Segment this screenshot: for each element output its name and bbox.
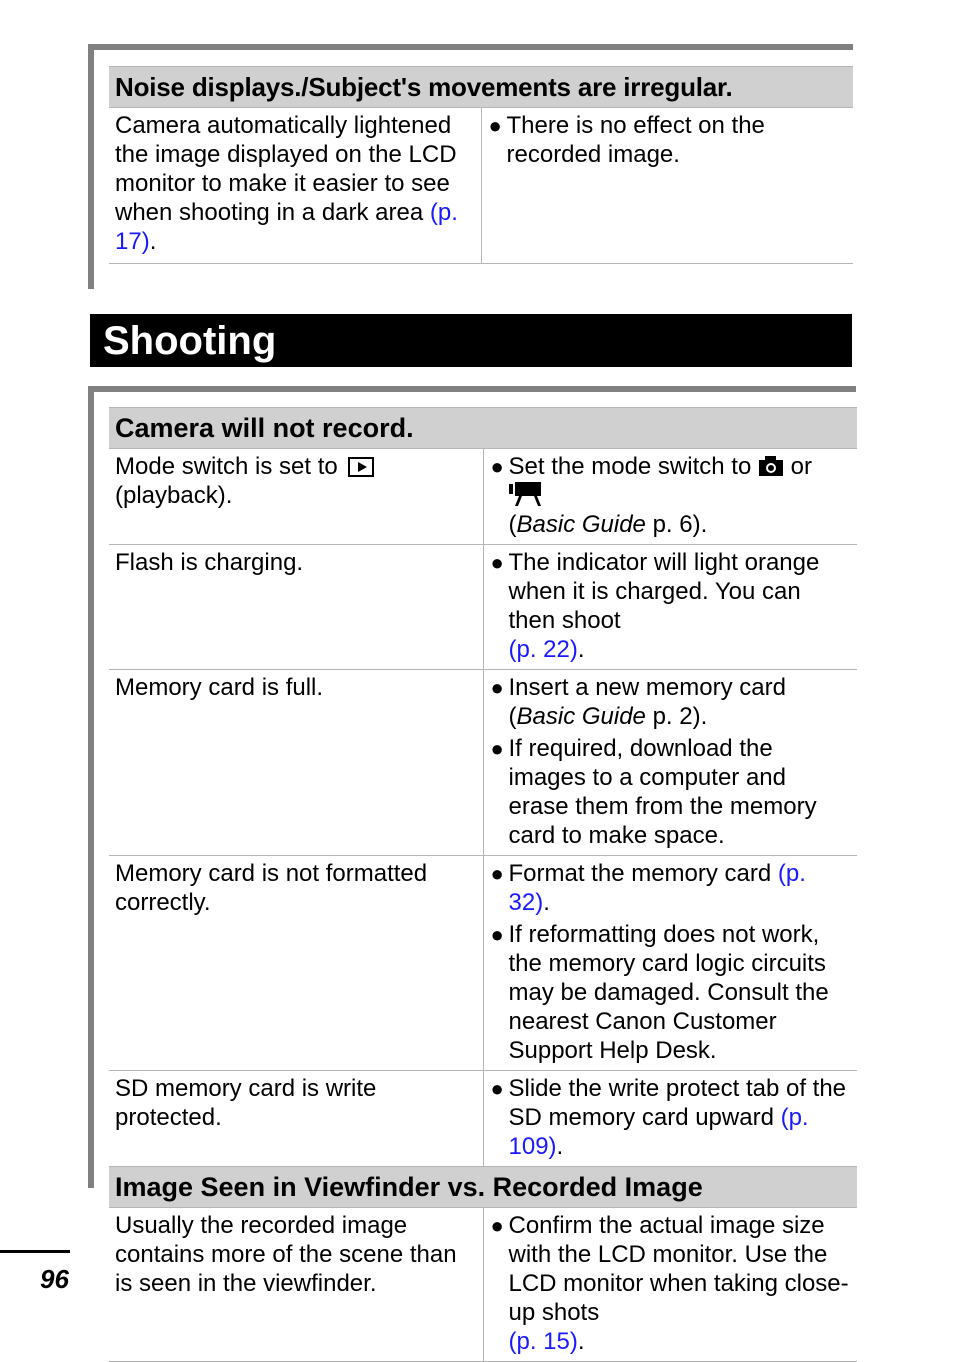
playback-icon (348, 457, 374, 477)
table-row (109, 670, 857, 856)
noise-heading: Noise displays./Subject's movements are irregular. (109, 67, 853, 108)
page-link[interactable]: (p. 22) (508, 636, 578, 663)
frame-left-2 (88, 386, 94, 1188)
bullet-text: or (790, 453, 812, 480)
page-rule (0, 1250, 70, 1253)
bullet-text: Confirm the actual image size with the LCD monitor. Use the LCD monitor when taking close-up shots (508, 1212, 849, 1326)
table-row (109, 1208, 857, 1362)
bullet-item (491, 1074, 852, 1161)
cause-cell: Memory card is not formatted correctly. (109, 856, 483, 1071)
table-header (109, 67, 853, 108)
shooting-table (109, 407, 857, 1362)
not-record-heading: Camera will not record. (109, 408, 857, 449)
page-link[interactable]: (p. 15) (508, 1328, 578, 1355)
bullet-text: p. 2). (652, 703, 708, 730)
cause-text: Mode switch is set to (115, 453, 338, 480)
cause-cell: Usually the recorded image contains more of the scene than is seen in the viewfinder. (109, 1208, 483, 1362)
guide-title: Basic Guide (516, 511, 646, 538)
camera-icon (758, 455, 784, 477)
frame-top-1 (88, 44, 853, 50)
section-title: Shooting (103, 319, 277, 363)
punct: . (556, 1133, 564, 1160)
noise-table (109, 66, 853, 264)
punct: . (577, 1328, 585, 1355)
guide-title: Basic Guide (516, 703, 646, 730)
bullet-text: Slide the write protect tab of the SD memory card upward (508, 1075, 847, 1131)
punct: . (577, 636, 585, 663)
bullet-item: ● If required, download the images to a computer and erase them from the memory card to make space. (491, 734, 852, 850)
table-row (109, 1071, 857, 1167)
table-header (109, 1167, 857, 1208)
bullet-text: Set the mode switch to (508, 453, 752, 480)
cause-text: (playback). (115, 482, 233, 509)
bullet-text: p. 6). (652, 511, 708, 538)
remedy-cell (483, 1071, 857, 1167)
frame-top-2 (88, 386, 856, 392)
table-row (109, 108, 853, 264)
bullet-item (491, 548, 852, 664)
page-link[interactable]: (p. 32) (508, 860, 806, 916)
bullet-item (491, 1211, 852, 1356)
cause-cell: Flash is charging. (109, 545, 483, 670)
remedy-cell (483, 670, 857, 856)
remedy-cell (483, 1208, 857, 1362)
movie-icon (509, 482, 543, 506)
remedy-cell (481, 108, 853, 264)
table-row (109, 856, 857, 1071)
bullet-item: ● Set the mode switch to or (Basic Guide p. 6). (491, 452, 852, 539)
frame-left-1 (88, 44, 94, 289)
punct: . (543, 889, 550, 916)
table-row (109, 545, 857, 670)
cause-cell (109, 108, 481, 264)
bullet-text: Format the memory card (508, 860, 772, 887)
cause-cell: SD memory card is write protected. (109, 1071, 483, 1167)
remedy-cell (483, 449, 857, 545)
page-link[interactable]: (p. 109) (508, 1104, 809, 1160)
punct: . (149, 228, 157, 255)
bullet-item (491, 859, 852, 917)
page-link[interactable]: (p. 17) (115, 199, 458, 255)
page-number: 96 (40, 1264, 69, 1294)
bullet-item: ● If reformatting does not work, the memory card logic circuits may be damaged. Consult the nearest Canon Customer Support Help Desk. (491, 920, 852, 1065)
table-row (109, 449, 857, 545)
section-banner (90, 314, 852, 367)
remedy-cell (483, 545, 857, 670)
bullet-text: The indicator will light orange when it is charged. You can then shoot (508, 549, 820, 634)
remedy-cell (483, 856, 857, 1071)
cause-cell (109, 449, 483, 545)
viewfinder-heading: Image Seen in Viewfinder vs. Recorded Image (109, 1167, 857, 1208)
bullet-item (491, 673, 852, 731)
cause-text: Camera automatically lightened the image displayed on the LCD monitor to make it easier to see when shooting in a dark area (115, 112, 457, 226)
bullet-text: Insert a new memory card ( (508, 674, 786, 730)
bullet-item: ● There is no effect on the recorded image. (489, 111, 848, 169)
cause-cell: Memory card is full. (109, 670, 483, 856)
table-header (109, 408, 857, 449)
